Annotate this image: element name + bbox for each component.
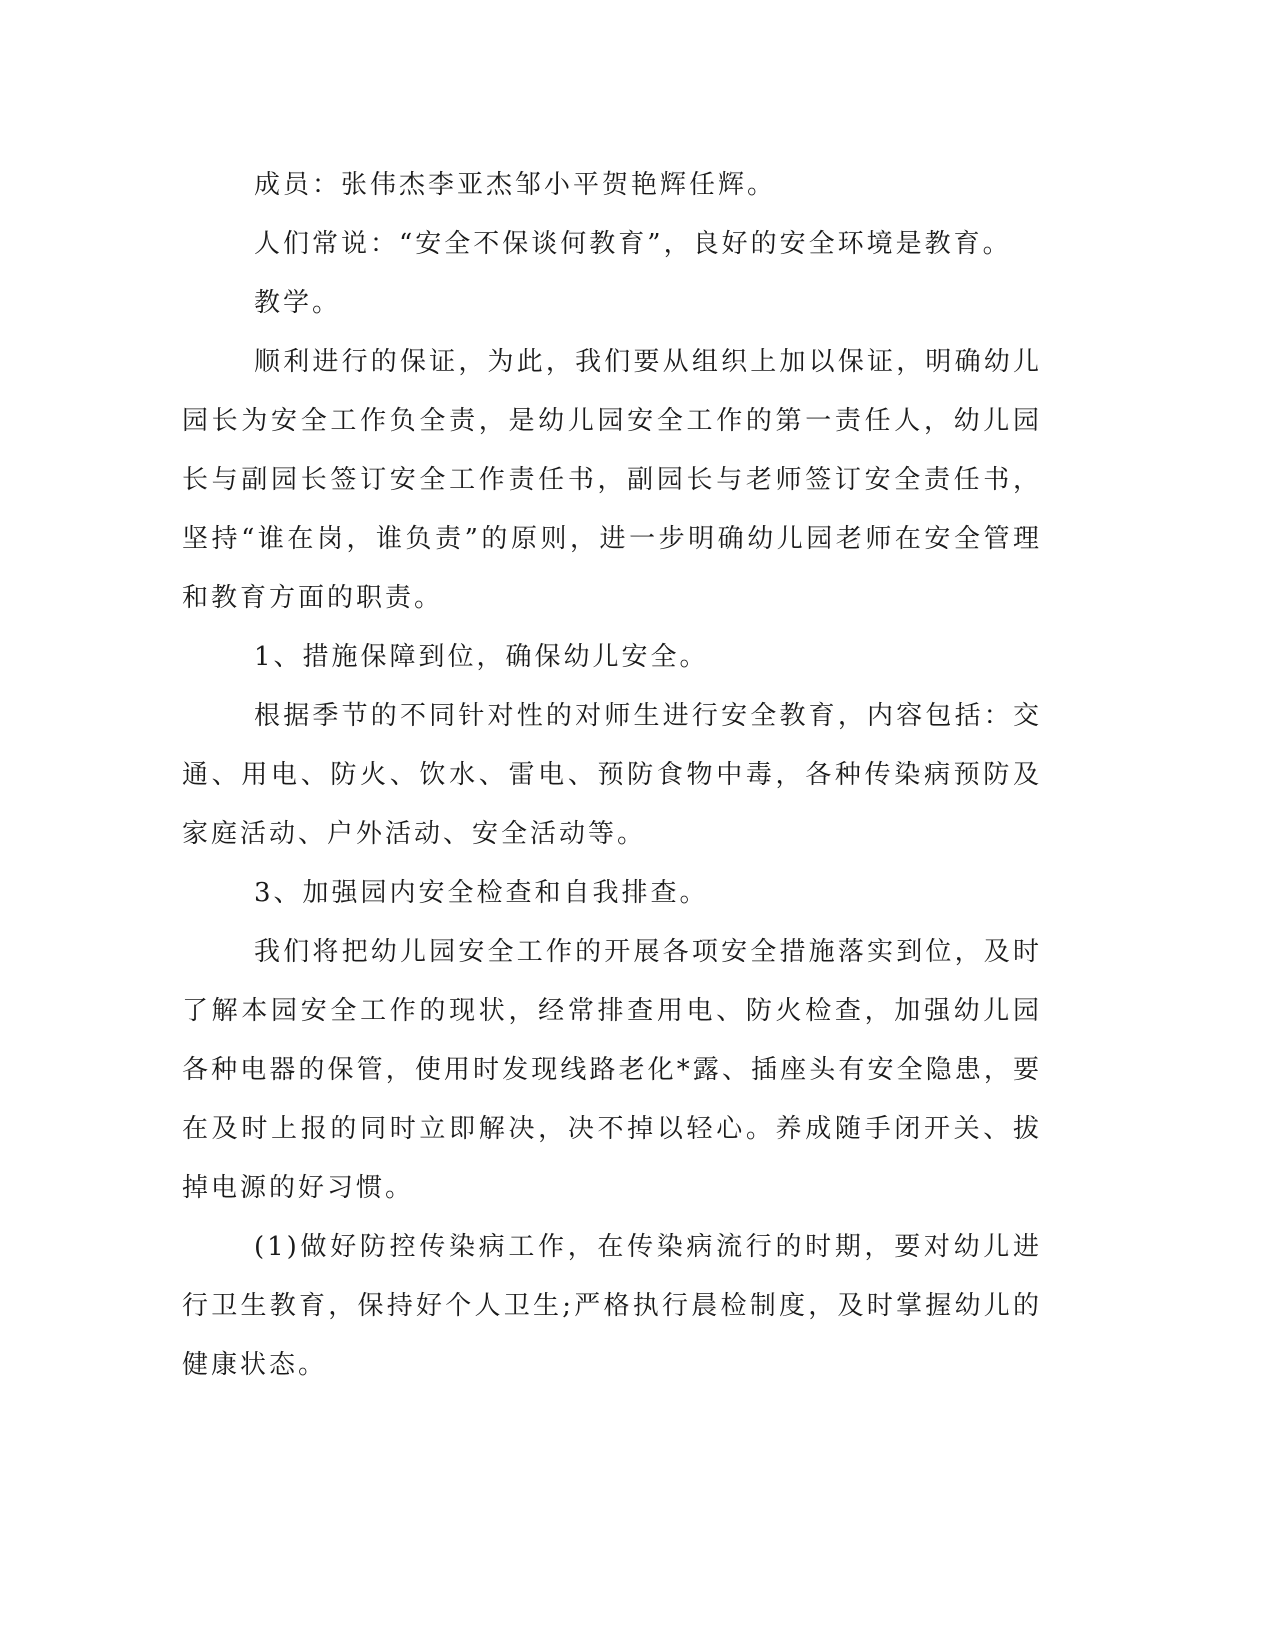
paragraph-teaching: 教学。: [254, 288, 342, 318]
document-body: [182, 156, 1042, 1395]
paragraph-disease-prevention: (1)做好防控传染病工作，在传染病流行的时期，要对幼儿进行卫生教育，保持好个人卫生;严格执行晨检制度，及时掌握幼儿的健康状态。: [182, 1232, 1042, 1380]
paragraph-saying: 人们常说：“安全不保谈何教育”，良好的安全环境是教育。: [254, 229, 1012, 259]
paragraph-item-1: 1、措施保障到位，确保幼儿安全。: [254, 642, 709, 672]
paragraph-organization: 顺利进行的保证，为此，我们要从组织上加以保证，明确幼儿园长为安全工作负全责，是幼儿园安全工作的第一责任人，幼儿园长与副园长签订安全工作责任书，副园长与老师签订安全责任书，坚持“谁在岗，谁负责”的原则，进一步明确幼儿园老师在安全管理和教育方面的职责。: [182, 347, 1042, 613]
paragraph-members: 成员：张伟杰李亚杰邹小平贺艳辉任辉。: [254, 170, 777, 200]
paragraph-seasonal-education: 根据季节的不同针对性的对师生进行安全教育，内容包括：交通、用电、防火、饮水、雷电、预防食物中毒，各种传染病预防及家庭活动、户外活动、安全活动等。: [182, 701, 1042, 849]
paragraph-item-3: 3、加强园内安全检查和自我排查。: [254, 878, 709, 908]
paragraph-safety-inspection: 我们将把幼儿园安全工作的开展各项安全措施落实到位，及时了解本园安全工作的现状，经常排查用电、防火检查，加强幼儿园各种电器的保管，使用时发现线路老化*露、插座头有安全隐患，要在及时上报的同时立即解决，决不掉以轻心。养成随手闭开关、拔掉电源的好习惯。: [182, 937, 1042, 1203]
